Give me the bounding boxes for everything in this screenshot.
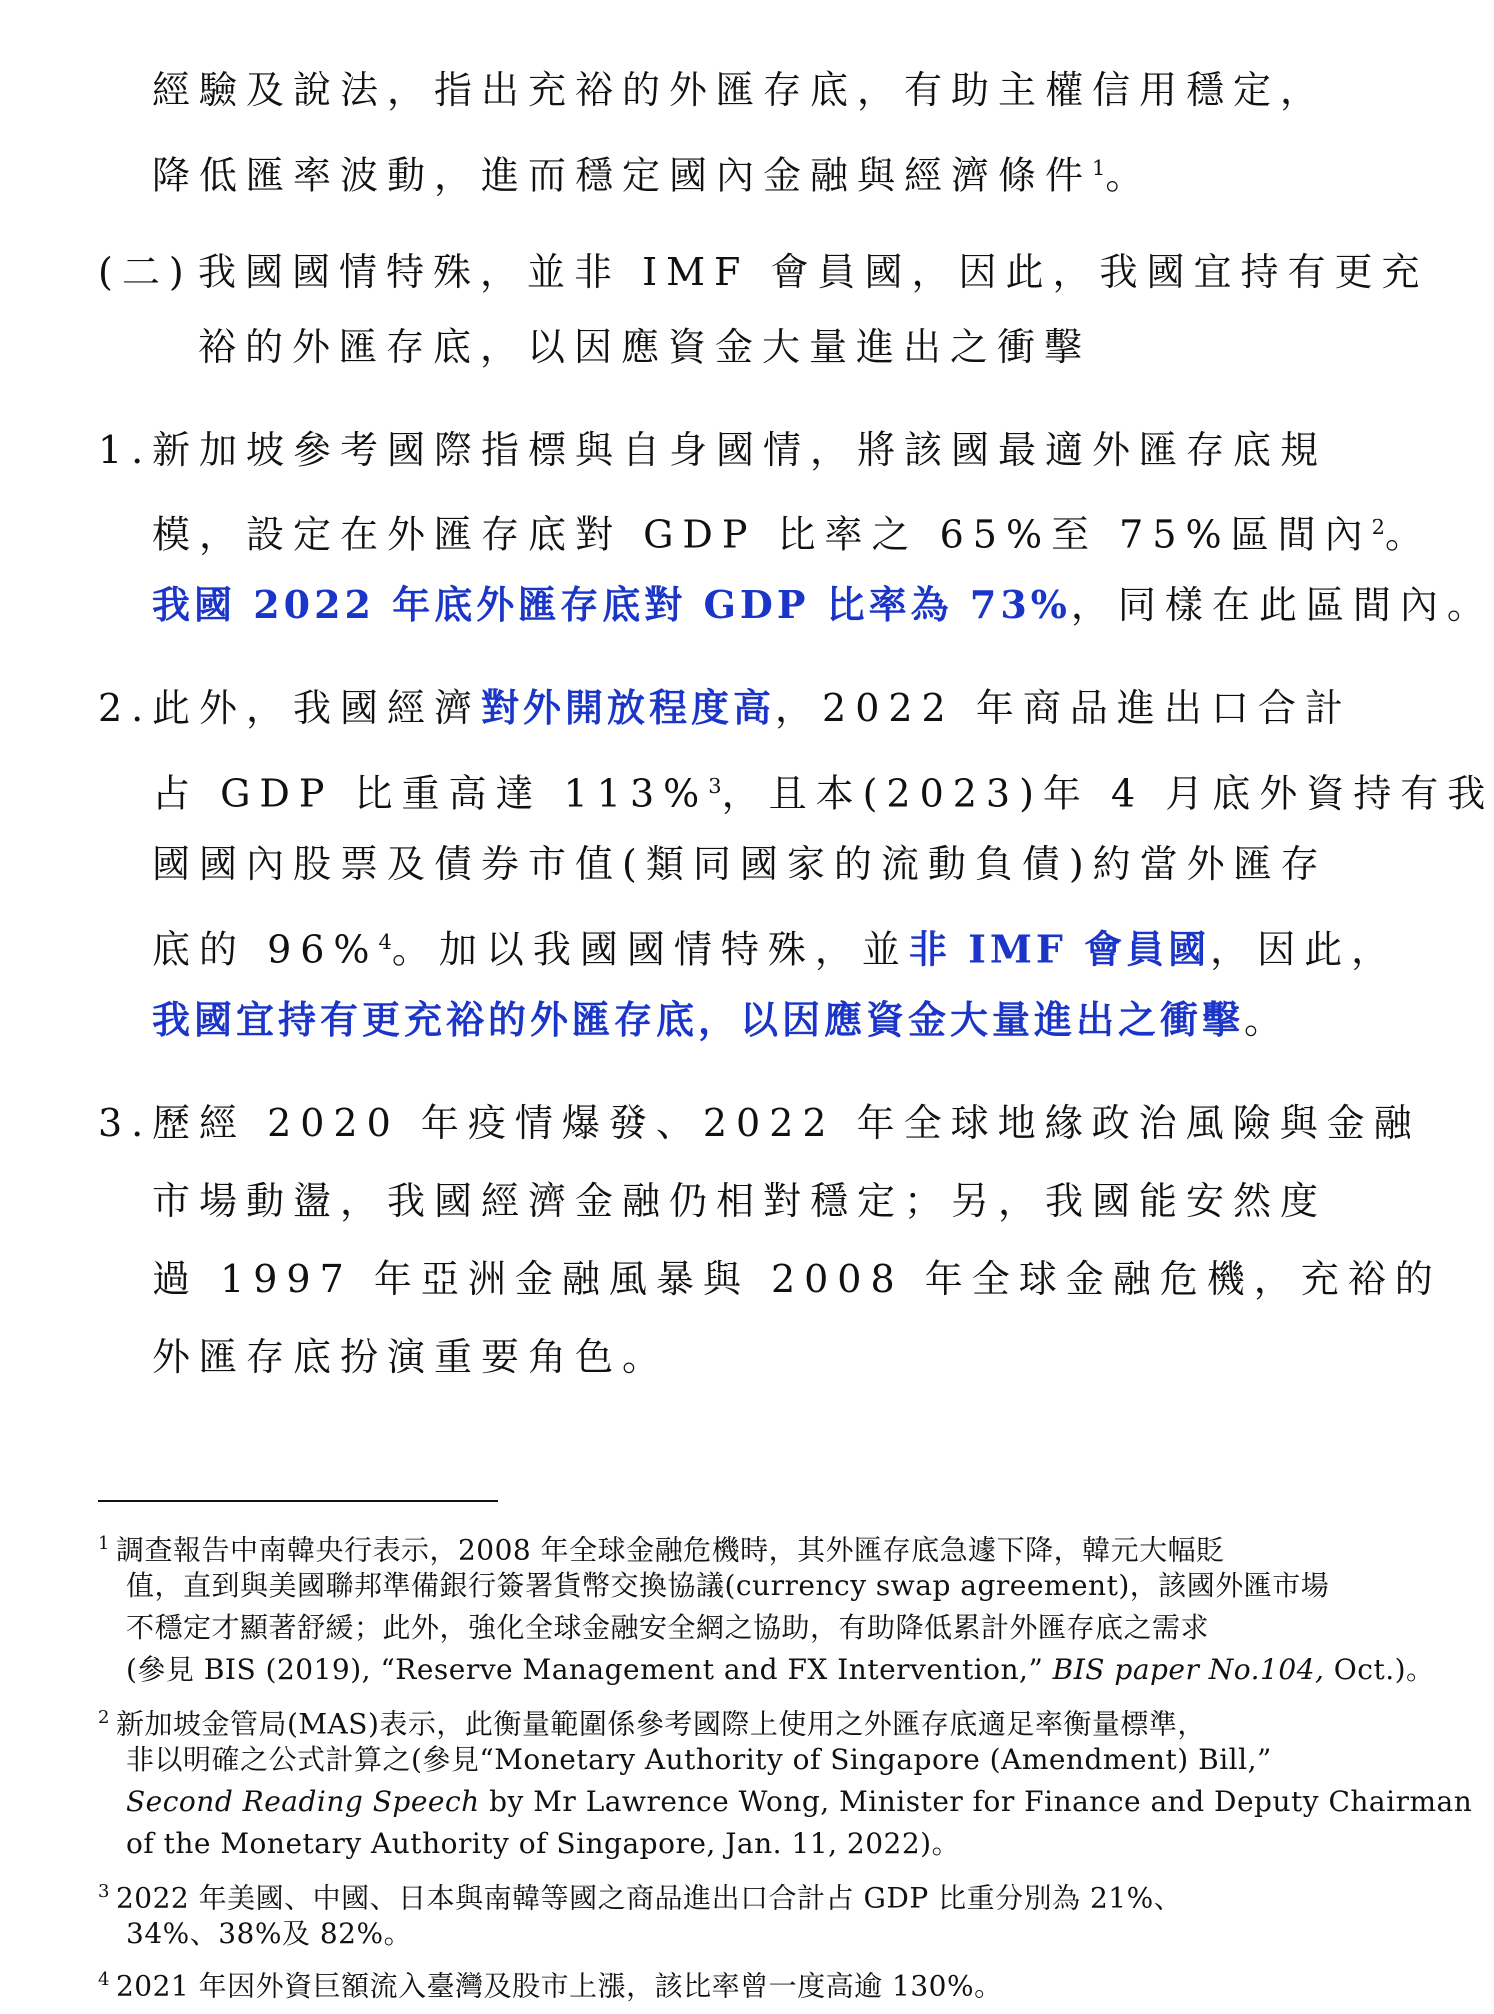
footnote-1-text-3: 不穩定才顯著舒緩；此外，強化全球金融安全網之協助，有助降低累計外匯存底之需求 (126, 1611, 1210, 1644)
section-heading-line-2 (198, 321, 1091, 373)
item1-line-1 (152, 424, 1327, 476)
footnote-ref-1[interactable]: 1 (1092, 156, 1106, 180)
item2-line-5 (152, 994, 1291, 1046)
item2-highlight-open: 對外開放程度高 (481, 685, 776, 730)
footnote-ref-3[interactable]: 3 (708, 774, 722, 798)
item3-text-4: 外匯存底扮演重要角色。 (152, 1335, 670, 1379)
item3-line-4 (152, 1331, 669, 1383)
item2-text-2a: 占 GDP 比重高達 113% (152, 771, 709, 816)
footnote-2-number: 2 (98, 1707, 110, 1728)
footnote-2-text-4: of the Monetary Authority of Singapore, Jan. 11, 2022)。 (126, 1827, 961, 1860)
item1-marker (98, 424, 152, 476)
item2-text-5-end: 。 (1244, 998, 1292, 1042)
item2-highlight-conclusion: 我國宜持有更充裕的外匯存底，以因應資金大量進出之衝擊 (152, 997, 1245, 1042)
item1-text-3-end: ，同樣在此區間內。 (1070, 583, 1494, 627)
item3-line-2 (152, 1175, 1327, 1227)
footnote-2-text-2: 非以明確之公式計算之(參見“Monetary Authority of Singapore (Amendment) Bill,” (126, 1743, 1272, 1776)
footnote-2-line-3 (126, 1782, 1472, 1822)
footnote-3-text-2: 34%、38%及 82%。 (126, 1917, 413, 1950)
footnote-1-line-4 (126, 1650, 1435, 1690)
footnote-1-text-2: 值，直到與美國聯邦準備銀行簽署貨幣交換協議(currency swap agreement)，該國外匯市場 (126, 1569, 1330, 1602)
item1-line-3 (152, 579, 1494, 631)
section-heading-text-1: 我國國情特殊，並非 IMF 會員國，因此，我國宜持有更充 (198, 250, 1429, 294)
item2-text-3: 國國內股票及債券市值(類同國家的流動負債)約當外匯存 (152, 842, 1328, 886)
item3-text-1: 歷經 2020 年疫情爆發、2022 年全球地緣政治風險與金融 (152, 1101, 1421, 1145)
item1-text-2: 模，設定在外匯存底對 GDP 比率之 65%至 75%區間內 (152, 512, 1372, 557)
item2-text-4a: 底的 96% (152, 927, 379, 972)
intro-end: 。 (1105, 153, 1153, 198)
footnote-3-number: 3 (98, 1881, 110, 1902)
footnote-1-line-1 (98, 1524, 1225, 1570)
footnote-4-text-1: 2021 年因外資巨額流入臺灣及股市上漲，該比率曾一度高逾 130%。 (115, 1969, 1003, 2003)
footnote-1-number: 1 (98, 1533, 110, 1554)
item1-text-2-end: 。 (1384, 512, 1432, 557)
footnote-ref-2[interactable]: 2 (1371, 515, 1385, 539)
item3-text-3: 過 1997 年亞洲金融風暴與 2008 年全球金融危機，充裕的 (152, 1257, 1442, 1301)
footnote-1-text-1: 調查報告中南韓央行表示，2008 年全球金融危機時，其外匯存底急遽下降，韓元大幅貶 (115, 1533, 1225, 1567)
item1-line-2 (152, 501, 1432, 561)
footnote-1-text-4a: (參見 BIS (2019), “Reserve Management and FX Intervention,” (126, 1653, 1053, 1686)
item2-marker (98, 682, 152, 734)
section-heading-marker (98, 246, 193, 298)
item2-text-4b: 。加以我國國情特殊，並 (391, 927, 909, 972)
item2-highlight-imf: 非 IMF 會員國 (908, 926, 1211, 972)
item2-line-2 (152, 760, 1494, 820)
item1-number: 1. (98, 428, 153, 472)
section-marker: (二) (98, 250, 193, 294)
item2-number: 2. (98, 686, 153, 730)
item2-text-1a: 此外，我國經濟 (152, 686, 482, 730)
intro-line-1 (152, 64, 1327, 116)
item3-line-1 (152, 1097, 1421, 1149)
footnote-divider (98, 1500, 498, 1502)
footnote-2-text-3: by Mr Lawrence Wong, Minister for Finance and Deputy Chairman (479, 1785, 1473, 1818)
item2-line-1 (152, 682, 1352, 734)
section-heading-text-2: 裕的外匯存底，以因應資金大量進出之衝擊 (198, 325, 1092, 369)
footnote-2-text-1: 新加坡金管局(MAS)表示，此衡量範圍係參考國際上使用之外匯存底適足率衡量標準， (115, 1707, 1206, 1741)
item3-number: 3. (98, 1101, 153, 1145)
item3-marker (98, 1097, 152, 1149)
footnote-2-line-2 (126, 1740, 1272, 1780)
item2-line-4 (152, 916, 1398, 976)
item3-text-2: 市場動盪，我國經濟金融仍相對穩定；另，我國能安然度 (152, 1179, 1328, 1223)
intro-line-2 (152, 142, 1152, 202)
footnote-2-citation-italic: Second Reading Speech (126, 1785, 480, 1818)
footnote-1-line-3 (126, 1608, 1209, 1648)
intro-text-2: 降低匯率波動，進而穩定國內金融與經濟條件 (152, 153, 1093, 198)
intro-text-1: 經驗及說法，指出充裕的外匯存底，有助主權信用穩定， (152, 68, 1328, 112)
item1-text-1: 新加坡參考國際指標與自身國情，將該國最適外匯存底規 (152, 428, 1328, 472)
footnote-4-number: 4 (98, 1969, 110, 1990)
footnote-1-citation-italic: BIS paper No.104, (1052, 1653, 1325, 1686)
footnote-4-line-1 (98, 1960, 1003, 2006)
footnote-1-text-4b: Oct.)。 (1324, 1653, 1435, 1686)
section-heading-line-1 (198, 246, 1428, 298)
item3-line-3 (152, 1253, 1442, 1305)
item2-text-2b: ，且本(2023)年 4 月底外資持有我 (721, 771, 1494, 816)
item2-text-1b: ，2022 年商品進出口合計 (775, 686, 1352, 730)
footnote-3-text-1: 2022 年美國、中國、日本與南韓等國之商品進出口合計占 GDP 比重分別為 21%、 (115, 1881, 1183, 1915)
footnote-2-line-4 (126, 1824, 960, 1864)
item1-highlight: 我國 2022 年底外匯存底對 GDP 比率為 73% (152, 582, 1071, 627)
footnote-3-line-2 (126, 1914, 412, 1954)
item2-text-4c: ，因此， (1210, 927, 1399, 972)
item2-line-3 (152, 838, 1328, 890)
footnote-2-line-1 (98, 1698, 1206, 1744)
footnote-ref-4[interactable]: 4 (378, 930, 392, 954)
footnote-1-line-2 (126, 1566, 1329, 1606)
footnote-3-line-1 (98, 1872, 1182, 1918)
